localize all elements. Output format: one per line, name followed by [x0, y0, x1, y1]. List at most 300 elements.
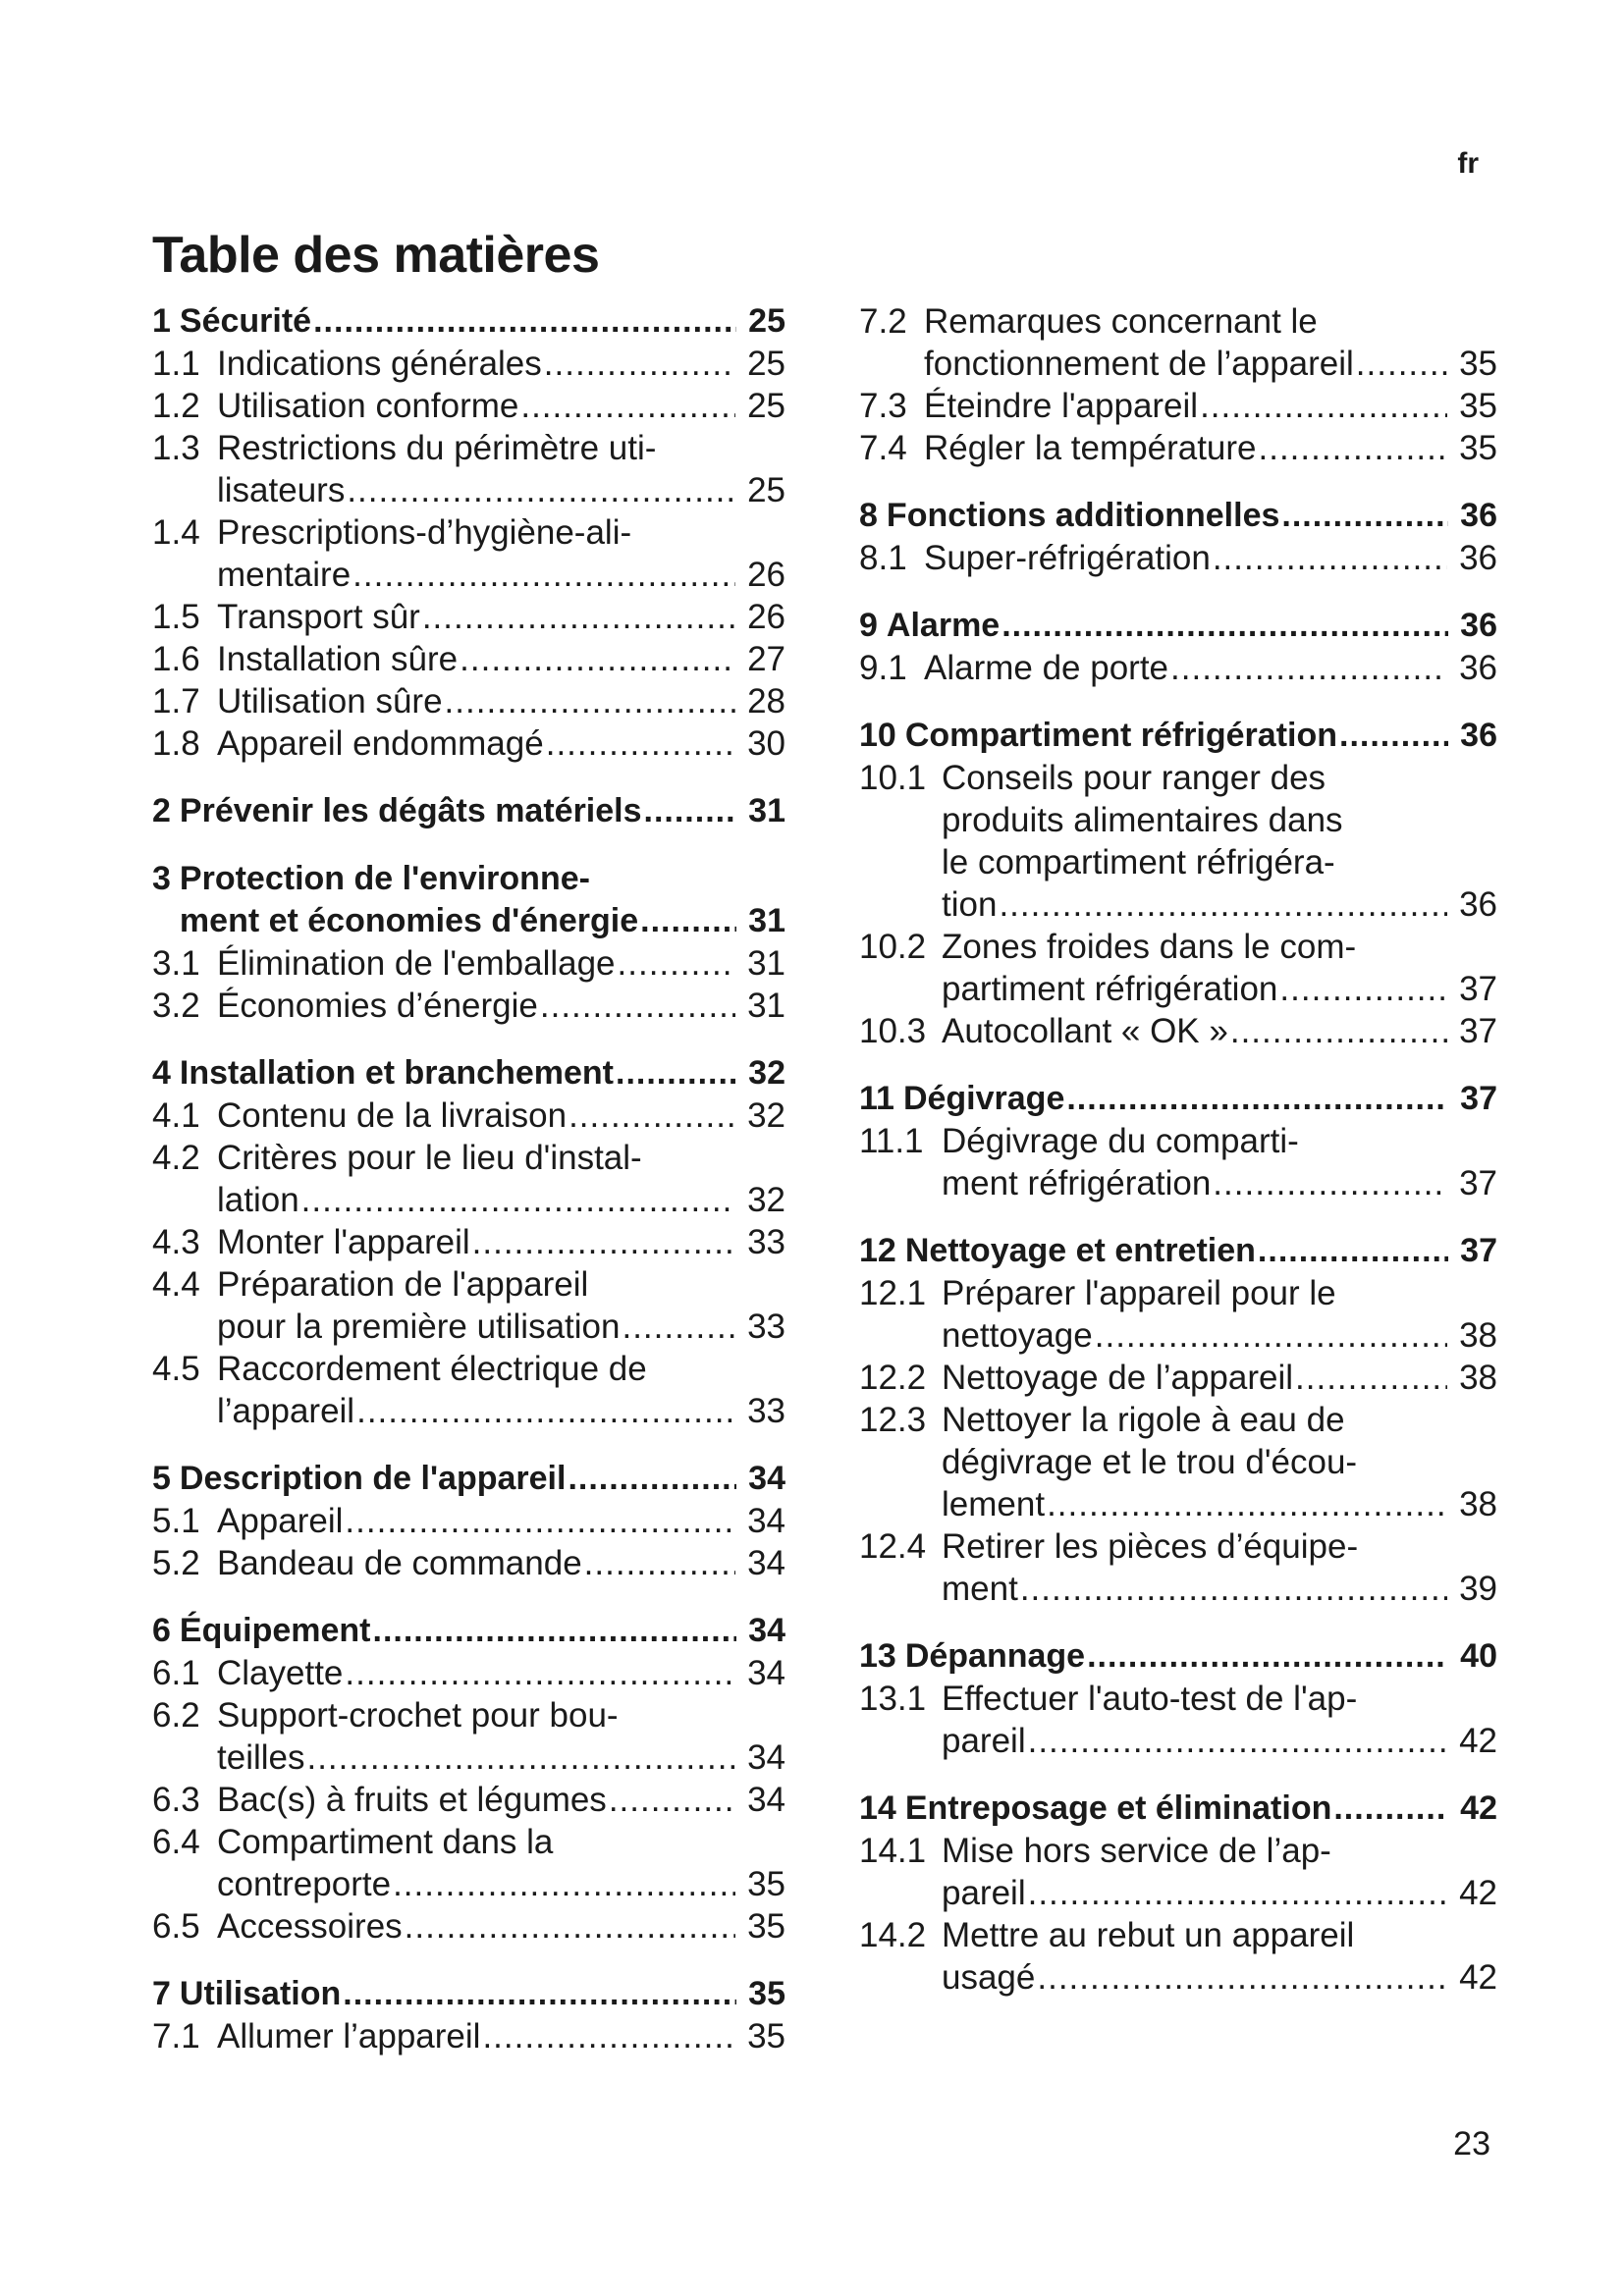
toc-entry	[859, 1357, 1497, 1399]
toc-entry-line	[942, 1568, 1497, 1610]
toc-entry-line	[942, 1830, 1497, 1872]
toc-entry-number: 11	[859, 1080, 894, 1117]
toc-entry-page: 31	[747, 944, 785, 983]
toc-entry-line	[217, 1694, 785, 1736]
toc-entry-title: Utilisation	[179, 1975, 342, 2012]
toc-entry-number: 14.1	[859, 1832, 927, 1870]
toc-entry-number: 8.1	[859, 539, 907, 577]
dot-leader	[1213, 1162, 1447, 1204]
toc-entry-title: ment et économies d'énergie	[179, 902, 639, 939]
toc-entry-title: Remarques concernant le	[924, 302, 1318, 341]
toc-entry-text	[942, 1525, 1497, 1610]
toc-entry-line	[924, 343, 1497, 385]
toc-entry-page: 31	[748, 902, 785, 939]
dot-leader	[1170, 647, 1447, 689]
dot-leader	[609, 1779, 735, 1821]
toc-entry-page: 34	[748, 1460, 785, 1497]
dot-leader	[1213, 537, 1447, 579]
toc-entry-text	[180, 1052, 785, 1095]
toc-section	[152, 1973, 785, 2057]
toc-entry	[152, 1348, 785, 1432]
toc-entry	[152, 985, 785, 1027]
page-title: Table des matières	[152, 227, 600, 284]
toc-entry-line	[924, 385, 1497, 427]
toc-entry-line	[217, 1779, 785, 1821]
toc-entry-text	[217, 511, 785, 596]
toc-entry-number: 9	[859, 607, 878, 644]
toc-entry	[152, 942, 785, 985]
toc-entry-page: 33	[747, 1392, 785, 1430]
toc-entry	[859, 300, 1497, 385]
toc-entry-line	[942, 883, 1497, 926]
toc-entry-title: usagé	[942, 1958, 1036, 1997]
toc-entry-text	[217, 1500, 785, 1542]
dot-leader	[644, 790, 737, 832]
dot-leader	[373, 1610, 737, 1652]
toc-entry-text	[217, 1221, 785, 1263]
toc-entry-number: 4.4	[152, 1265, 200, 1304]
dot-leader	[1258, 1230, 1448, 1272]
toc-entry-title: pareil	[942, 1722, 1026, 1760]
toc-entry-page: 37	[1460, 1080, 1497, 1117]
dot-leader	[1339, 715, 1448, 757]
toc-entry-text	[217, 942, 785, 985]
toc-section	[859, 1230, 1497, 1610]
toc-entry	[152, 2015, 785, 2057]
toc-entry-text	[942, 1678, 1497, 1762]
toc-entry-title: Zones froides dans le com-	[942, 928, 1357, 966]
toc-section	[859, 1635, 1497, 1762]
toc-entry-title: lation	[217, 1181, 299, 1219]
toc-section	[859, 1078, 1497, 1204]
toc-entry-title: Description de l'appareil	[179, 1460, 567, 1497]
toc-entry	[859, 1914, 1497, 1999]
toc-entry-line	[217, 1905, 785, 1948]
toc-entry-page: 39	[1459, 1570, 1497, 1608]
toc-entry-line	[942, 1162, 1497, 1204]
toc-entry-page: 30	[747, 724, 785, 763]
toc-entry-text	[217, 385, 785, 427]
toc-section-heading	[859, 1230, 1497, 1272]
toc-entry-title: nettoyage	[942, 1316, 1093, 1355]
toc-entry-text	[942, 926, 1497, 1010]
toc-entry-line	[942, 1357, 1497, 1399]
toc-entry-text	[217, 638, 785, 680]
toc-entry-title: Prévenir les dégâts matériels	[179, 792, 642, 829]
toc-entry-line	[217, 343, 785, 385]
toc-entry	[152, 680, 785, 722]
toc-section-heading	[152, 1973, 785, 2015]
toc-section-heading	[859, 1788, 1497, 1830]
toc-entry-text	[905, 1230, 1497, 1272]
toc-entry-line	[942, 1399, 1497, 1441]
toc-entry-number: 10.3	[859, 1012, 927, 1050]
toc-entry-number: 1.3	[152, 429, 200, 467]
toc-entry-line	[942, 1010, 1497, 1052]
toc-entry-text	[905, 1788, 1497, 1830]
toc-entry-line	[180, 790, 785, 832]
toc-entry-page: 34	[747, 1654, 785, 1692]
toc-entry-page: 33	[747, 1308, 785, 1346]
toc-entry-line	[942, 841, 1497, 883]
toc-entry-title: Prescriptions-d’hygiène-ali-	[217, 513, 632, 552]
toc-entry-line	[217, 1821, 785, 1863]
toc-entry-title: teilles	[217, 1738, 305, 1777]
dot-leader	[345, 1500, 735, 1542]
toc-entry-title: Support-crochet pour bou-	[217, 1696, 619, 1735]
toc-entry-page: 38	[1459, 1316, 1497, 1355]
toc-entry-text	[905, 715, 1497, 757]
toc-entry-page: 38	[1459, 1485, 1497, 1523]
toc-entry-title: Dégivrage du comparti-	[942, 1122, 1299, 1160]
toc-entry-line	[942, 757, 1497, 799]
toc-entry-number: 6	[152, 1612, 171, 1649]
toc-entry-number: 1.6	[152, 640, 200, 678]
dot-leader	[1020, 1568, 1447, 1610]
dot-leader	[544, 343, 735, 385]
toc-entry	[152, 638, 785, 680]
toc-entry-number: 12.4	[859, 1527, 927, 1566]
toc-entry-title: Mise hors service de l’ap-	[942, 1832, 1331, 1870]
toc-entry-number: 7.2	[859, 302, 907, 341]
dot-leader	[1028, 1720, 1447, 1762]
toc-entry-text	[180, 790, 785, 832]
dot-leader	[1028, 1872, 1447, 1914]
toc-entry-number: 14	[859, 1789, 896, 1827]
toc-entry-text	[217, 427, 785, 511]
toc-entry-line	[217, 1863, 785, 1905]
toc-entry-text	[942, 1830, 1497, 1914]
toc-entry-number: 11.1	[859, 1122, 924, 1160]
toc-entry-page: 35	[748, 1975, 785, 2012]
toc-entry-text	[887, 605, 1497, 647]
dot-leader	[1087, 1635, 1448, 1678]
toc-entry-number: 12.3	[859, 1401, 927, 1439]
page-number: 23	[1453, 2125, 1490, 2163]
toc-section	[859, 715, 1497, 1052]
toc-entry-title: Nettoyage et entretien	[904, 1232, 1256, 1269]
toc-entry-title: Utilisation sûre	[217, 682, 443, 721]
toc-entry-number: 4.2	[152, 1139, 200, 1177]
toc-entry-number: 4.5	[152, 1350, 200, 1388]
toc-entry-text	[942, 757, 1497, 926]
toc-entry-line	[180, 1973, 785, 2015]
toc-entry-line	[905, 1230, 1497, 1272]
dot-leader	[1037, 1956, 1447, 1999]
toc-section-heading	[152, 1052, 785, 1095]
toc-entry	[859, 1678, 1497, 1762]
toc-entry-title: lement	[942, 1485, 1046, 1523]
toc-entry-title: ment réfrigération	[942, 1164, 1212, 1202]
toc-section-heading	[859, 1078, 1497, 1120]
toc-entry-line	[217, 1221, 785, 1263]
toc-column-left	[152, 300, 785, 2083]
toc-entry-title: pareil	[942, 1874, 1026, 1912]
dot-leader	[460, 638, 735, 680]
toc-section-heading	[152, 1458, 785, 1500]
toc-entry-title: Nettoyage de l’appareil	[942, 1359, 1294, 1397]
toc-entry-line	[217, 2015, 785, 2057]
toc-entry-text	[217, 596, 785, 638]
toc-entry-line	[217, 469, 785, 511]
toc-entry-page: 42	[1459, 1874, 1497, 1912]
toc-entry-line	[942, 1720, 1497, 1762]
toc-entry-text	[942, 1120, 1497, 1204]
toc-entry-title: Préparation de l'appareil	[217, 1265, 589, 1304]
toc-entry-line	[942, 1314, 1497, 1357]
toc-entry-page: 33	[747, 1223, 785, 1261]
toc-entry-line	[217, 554, 785, 596]
toc-section-heading	[152, 790, 785, 832]
toc-entry-title: Alarme	[886, 607, 1001, 644]
dot-leader	[356, 1390, 735, 1432]
toc-entry-page: 36	[1460, 717, 1497, 754]
toc-entry-number: 5.1	[152, 1502, 200, 1540]
dot-leader	[445, 680, 736, 722]
dot-leader	[618, 942, 736, 985]
toc-entry-title: pour la première utilisation	[217, 1308, 621, 1346]
toc-entry-title: Monter l'appareil	[217, 1223, 470, 1261]
toc-entry	[152, 1905, 785, 1948]
toc-entry-title: Dégivrage	[902, 1080, 1065, 1117]
toc-entry-title: contreporte	[217, 1865, 392, 1903]
toc-entry-line	[924, 537, 1497, 579]
toc-entry-line	[217, 722, 785, 765]
toc-entry-text	[924, 300, 1497, 385]
toc-entry-title: Élimination de l'emballage	[217, 944, 616, 983]
toc-entry-line	[217, 1652, 785, 1694]
dot-leader	[1295, 1357, 1447, 1399]
toc-entry-line	[924, 647, 1497, 689]
toc-entry-page: 32	[748, 1054, 785, 1092]
dot-leader	[616, 1052, 736, 1095]
toc-entry	[859, 427, 1497, 469]
toc-entry-text	[217, 722, 785, 765]
toc-section-heading	[152, 1610, 785, 1652]
toc-entry-line	[942, 968, 1497, 1010]
dot-leader	[306, 1736, 735, 1779]
toc-entry-line	[942, 1678, 1497, 1720]
toc-entry-line	[180, 1052, 785, 1095]
toc-entry-title: Transport sûr	[217, 598, 420, 636]
toc-entry-line	[905, 715, 1497, 757]
toc-entry	[152, 343, 785, 385]
dot-leader	[393, 1863, 735, 1905]
toc-entry-text	[942, 1357, 1497, 1399]
toc-entry-number: 5.2	[152, 1544, 200, 1582]
toc-entry-line	[217, 1095, 785, 1137]
toc-section-heading	[152, 858, 785, 942]
toc-entry-page: 42	[1460, 1789, 1497, 1827]
toc-entry-page: 26	[747, 598, 785, 636]
toc-entry-title: Équipement	[179, 1612, 371, 1649]
toc-entry-title: Restrictions du périmètre uti-	[217, 429, 657, 467]
toc-entry-title: partiment réfrigération	[942, 970, 1278, 1008]
dot-leader	[405, 1905, 735, 1948]
toc-entry-page: 37	[1459, 1164, 1497, 1202]
toc-entry-title: Retirer les pièces d’équipe-	[942, 1527, 1359, 1566]
toc-entry-number: 6.2	[152, 1696, 200, 1735]
toc-entry-page: 42	[1459, 1958, 1497, 1997]
dot-leader	[568, 1458, 736, 1500]
toc-section	[152, 1610, 785, 1948]
toc-entry	[859, 537, 1497, 579]
toc-entry-page: 36	[1459, 539, 1497, 577]
toc-entry-text	[217, 1095, 785, 1137]
toc-entry-page: 25	[747, 345, 785, 383]
toc-entry-text	[217, 1348, 785, 1432]
toc-entry-title: Mettre au rebut un appareil	[942, 1916, 1355, 1954]
toc-entry-title: Critères pour le lieu d'instal-	[217, 1139, 642, 1177]
toc-entry-text	[924, 537, 1497, 579]
toc-entry-text	[180, 1973, 785, 2015]
toc-entry-text	[217, 2015, 785, 2057]
toc-entry-number: 6.5	[152, 1907, 200, 1946]
toc-entry-number: 4	[152, 1054, 171, 1092]
toc-entry-text	[924, 385, 1497, 427]
toc-entry-title: fonctionnement de l’appareil	[924, 345, 1354, 383]
toc-entry-title: Régler la température	[924, 429, 1257, 467]
toc-entry-line	[217, 985, 785, 1027]
toc-entry-page: 34	[748, 1612, 785, 1649]
toc-entry-title: Appareil	[217, 1502, 344, 1540]
toc-entry-text	[942, 1010, 1497, 1052]
toc-entry	[152, 427, 785, 511]
toc-section	[152, 1052, 785, 1432]
dot-leader	[999, 883, 1447, 926]
toc-entry-line	[217, 1390, 785, 1432]
toc-entry-title: Fonctions additionnelles	[886, 497, 1280, 534]
toc-entry-title: Bandeau de commande	[217, 1544, 582, 1582]
dot-leader	[1333, 1788, 1448, 1830]
toc-entry-page: 34	[747, 1781, 785, 1819]
dot-leader	[1095, 1314, 1447, 1357]
toc-entry-page: 34	[747, 1544, 785, 1582]
toc-entry-page: 35	[747, 1865, 785, 1903]
toc-entry-text	[942, 1272, 1497, 1357]
toc-entry-line	[180, 1458, 785, 1500]
dot-leader	[472, 1221, 735, 1263]
toc-entry	[152, 1221, 785, 1263]
toc-entry-number: 6.1	[152, 1654, 200, 1692]
toc-entry-title: Préparer l'appareil pour le	[942, 1274, 1336, 1312]
toc-entry-number: 6.4	[152, 1823, 200, 1861]
toc-entry	[859, 1010, 1497, 1052]
toc-entry-line	[217, 1542, 785, 1584]
dot-leader	[301, 1179, 735, 1221]
toc-entry-page: 35	[1459, 387, 1497, 425]
toc-entry-title: Dépannage	[904, 1637, 1086, 1675]
toc-entry-line	[217, 638, 785, 680]
toc-entry-title: Utilisation conforme	[217, 387, 519, 425]
toc-entry	[859, 1830, 1497, 1914]
dot-leader	[546, 722, 735, 765]
toc-entry-number: 10	[859, 717, 896, 754]
toc-entry-line	[924, 300, 1497, 343]
toc-entry-title: tion	[942, 885, 998, 924]
toc-entry-page: 35	[1459, 345, 1497, 383]
dot-leader	[482, 2015, 735, 2057]
toc-entry-text	[217, 1263, 785, 1348]
toc-entry-page: 32	[747, 1096, 785, 1135]
toc-entry-title: Allumer l’appareil	[217, 2017, 481, 2056]
toc-entry-line	[942, 1441, 1497, 1483]
toc-entry-line	[217, 680, 785, 722]
toc-entry-number: 7.3	[859, 387, 907, 425]
toc-section	[859, 300, 1497, 469]
toc-entry	[859, 647, 1497, 689]
toc-entry-title: Indications générales	[217, 345, 542, 383]
toc-entry-number: 7.1	[152, 2017, 200, 2056]
toc-entry-title: Super-réfrigération	[924, 539, 1211, 577]
toc-section-heading	[859, 1635, 1497, 1678]
toc-entry-line	[942, 1525, 1497, 1568]
toc-entry-page: 34	[747, 1502, 785, 1540]
dot-leader	[343, 1973, 736, 2015]
toc-entry-line	[905, 1788, 1497, 1830]
toc-entry-page: 35	[1459, 429, 1497, 467]
toc-entry-number: 3	[152, 860, 171, 897]
toc-entry-number: 9.1	[859, 649, 907, 687]
toc-entry-number: 13	[859, 1637, 896, 1675]
dot-leader	[584, 1542, 735, 1584]
toc-entry-text	[217, 1905, 785, 1948]
toc-entry-number: 1.2	[152, 387, 200, 425]
toc-entry-page: 35	[747, 2017, 785, 2056]
toc-section	[152, 1458, 785, 1584]
toc-column-right	[859, 300, 1497, 2024]
toc-entry-number: 4.3	[152, 1223, 200, 1261]
toc-entry	[859, 1120, 1497, 1204]
dot-leader	[1066, 1078, 1448, 1120]
toc-entry-title: produits alimentaires dans	[942, 801, 1343, 839]
toc-entry-text	[180, 1610, 785, 1652]
toc-entry-page: 35	[747, 1907, 785, 1946]
toc-entry-page: 32	[747, 1181, 785, 1219]
toc-entry-number: 3.2	[152, 987, 200, 1025]
toc-entry-number: 2	[152, 792, 171, 829]
toc-entry-line	[217, 511, 785, 554]
toc-entry-title: lisateurs	[217, 471, 346, 509]
toc-entry-line	[180, 1610, 785, 1652]
toc-entry	[152, 1500, 785, 1542]
toc-entry-title: Installation et branchement	[179, 1054, 615, 1092]
dot-leader	[540, 985, 735, 1027]
dot-leader	[1281, 495, 1448, 537]
dot-leader	[352, 554, 735, 596]
toc-entry-title: Entreposage et élimination	[904, 1789, 1332, 1827]
toc-entry-number: 10.1	[859, 759, 927, 797]
toc-entry-text	[217, 1694, 785, 1779]
toc-entry-line	[217, 1348, 785, 1390]
toc-entry-page: 37	[1460, 1232, 1497, 1269]
toc-entry-number: 7	[152, 1975, 171, 2012]
toc-entry	[152, 1694, 785, 1779]
toc-entry-number: 12	[859, 1232, 896, 1269]
dot-leader	[422, 596, 735, 638]
toc-entry-page: 25	[748, 302, 785, 340]
toc-entry-page: 36	[1460, 497, 1497, 534]
toc-entry-line	[942, 1872, 1497, 1914]
toc-section	[152, 790, 785, 832]
toc-entry-page: 26	[747, 556, 785, 594]
toc-entry-line	[942, 799, 1497, 841]
dot-leader	[345, 1652, 735, 1694]
dot-leader	[622, 1306, 735, 1348]
dot-leader	[1047, 1483, 1447, 1525]
toc-entry-title: dégivrage et le trou d'écou-	[942, 1443, 1358, 1481]
toc-entry-line	[887, 605, 1497, 647]
